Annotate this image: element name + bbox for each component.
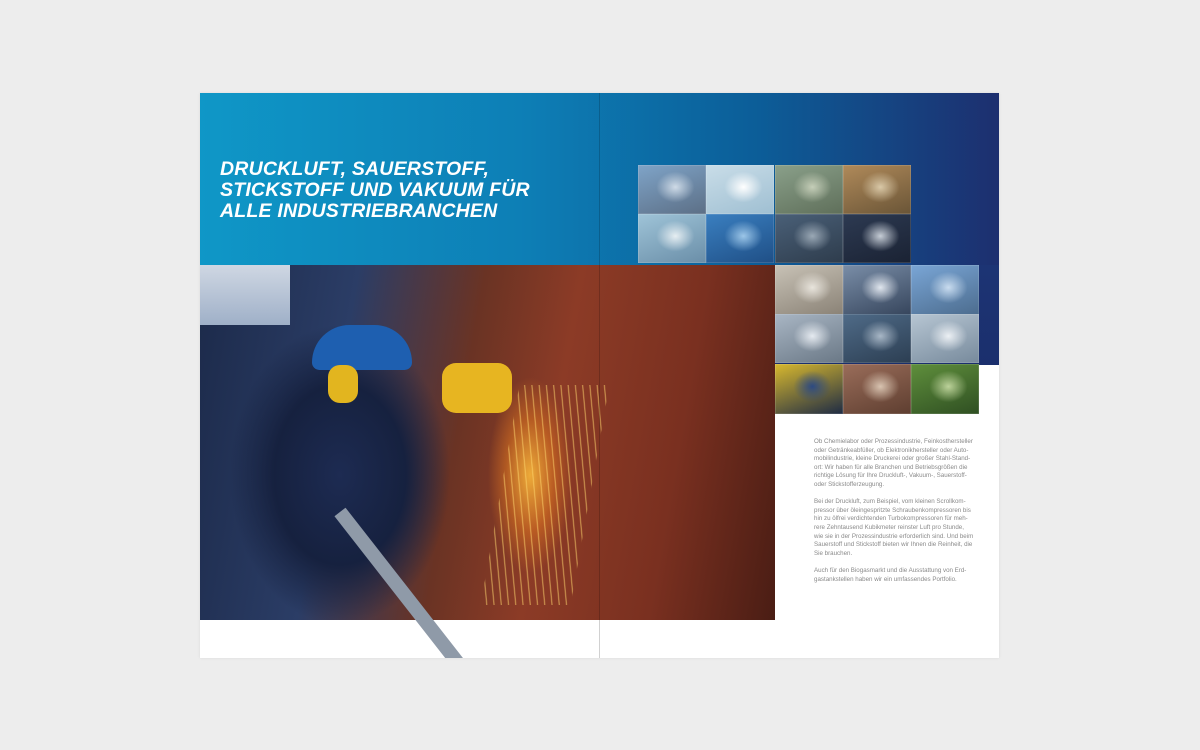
engineer-photo [843, 314, 911, 363]
factory-worker-photo [775, 214, 843, 263]
train-photo [843, 265, 911, 315]
harvester-photo [911, 364, 979, 414]
paragraph-2-line: rere Zehntausend Kubikmeter reinster Luft pro Stunde, [814, 523, 964, 531]
bridge-photo [911, 265, 979, 315]
welder-hero-photo [200, 265, 775, 620]
lab-technician-photo [638, 214, 706, 263]
paragraph-1 [814, 438, 982, 490]
paragraph-1-line: oder Stickstofferzeugung. [814, 480, 885, 488]
warehouse-photo [775, 265, 843, 315]
food-photo [843, 165, 911, 214]
paragraph-3 [814, 567, 982, 584]
airplane-photo [638, 165, 706, 214]
headline-line-2: STICKSTOFF UND VAKUUM FÜR [220, 179, 530, 201]
body-copy [814, 438, 982, 593]
paragraph-1-line: mobilindustrie, kleine Druckerei oder großer Stahl-Stand- [814, 455, 971, 463]
paragraph-1-line: richtige Lösung für Ihre Druckluft-, Vakuum-, Sauerstoff- [814, 472, 967, 480]
paragraph-3-line: gastankstellen haben wir ein umfassendes Portfolio. [814, 575, 957, 583]
paragraph-2-line: pressor über öleingespritzte Schraubenkompressoren bis [814, 506, 971, 514]
brochure-spread [200, 93, 999, 658]
paragraph-1-line: Ob Chemielabor oder Prozessindustrie, Feinkosthersteller [814, 438, 973, 445]
paragraph-2-line: Bei der Druckluft, zum Beispiel, vom kleinen Scrollkom- [814, 498, 966, 506]
hero-sky [200, 265, 290, 325]
paragraph-1-line: oder Getränkeabfüller, ob Elektronikhersteller oder Auto- [814, 446, 969, 454]
headline [220, 159, 580, 222]
electronics-worker-photo [843, 214, 911, 263]
pipes-photo [775, 314, 843, 363]
hero-helmet [312, 325, 412, 370]
paragraph-3-line: Auch für den Biogasmarkt und die Ausstattung von Erd- [814, 566, 967, 574]
hero-sparks [481, 385, 610, 605]
lab-worker-photo [706, 165, 774, 214]
paragraph-2-line: Sauerstoff und Stickstoff bieten wir Ihnen die Reinheit, die [814, 541, 973, 549]
paragraph-1-line: ort: Wir haben für alle Branchen und Betriebsgrößen die [814, 463, 968, 471]
paragraph-2 [814, 498, 982, 558]
hero-grinder [442, 363, 512, 413]
paragraph-2-line: wie sie in der Prozessindustrie erforderlich sind. Und beim [814, 532, 974, 540]
hero-worker [230, 325, 450, 620]
process-plant-photo [775, 165, 843, 214]
headline-line-1: DRUCKLUFT, SAUERSTOFF, [220, 158, 490, 180]
compressor-photo [775, 364, 843, 414]
paragraph-2-line: hin zu ölfrei verdichtenden Turbokompressoren für meh- [814, 515, 968, 523]
hero-earmuff [328, 365, 358, 403]
paragraph-2-line: Sie brauchen. [814, 549, 853, 557]
headline-line-3: ALLE INDUSTRIEBRANCHEN [220, 200, 498, 222]
print-shop-photo [911, 314, 979, 363]
bottles-photo [706, 214, 774, 263]
spine-fold [599, 93, 600, 658]
hotel-room-photo [843, 364, 911, 414]
